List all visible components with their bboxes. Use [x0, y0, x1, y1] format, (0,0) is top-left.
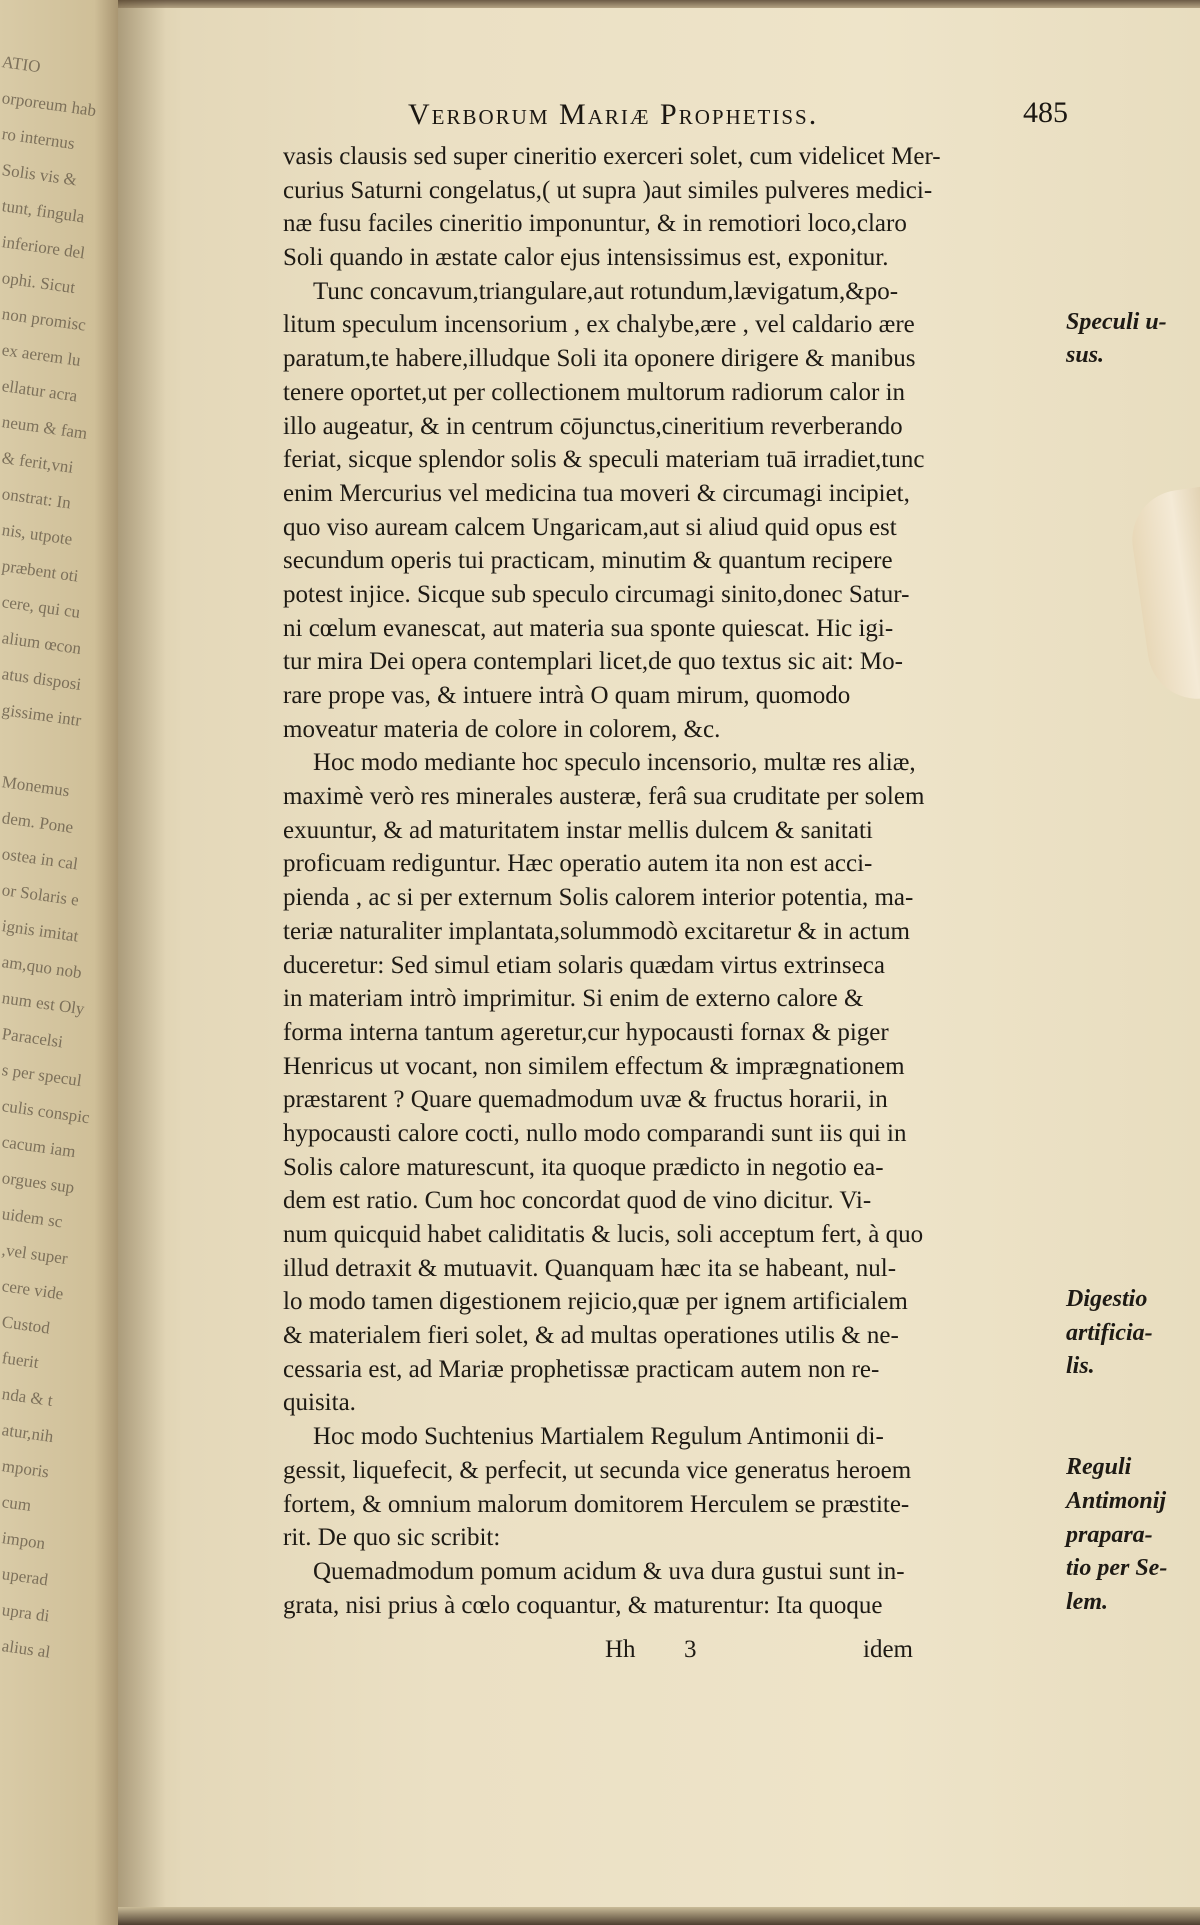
text-line: Solis calore maturescunt, ita quoque prædicto in negotio ea- — [283, 1153, 884, 1181]
facing-page-line: ex aerem lu — [0, 340, 82, 370]
text-line: grata, nisi prius à cœlo coquantur, & maturentur: Ita quoque — [283, 1591, 883, 1619]
margin-note: prapara- — [1066, 1521, 1153, 1548]
text-line: Soli quando in æstate calor ejus intensissimus est, exponitur. — [283, 244, 889, 272]
facing-page-line: onstrat: In — [0, 484, 73, 513]
margin-note: Antimonij — [1066, 1488, 1167, 1514]
text-line: exuuntur, & ad maturitatem instar mellis dulcem & sanitati — [283, 816, 873, 844]
text-line: enim Mercurius vel medicina tua moveri & circumagi incipiet, — [283, 479, 910, 507]
text-line: tenere oportet,ut per collectionem multorum radiorum calor in — [283, 378, 906, 406]
text-line: paratum,te habere,illudque Soli ita oponere dirigere & manibus — [283, 345, 916, 373]
text-line: dem est ratio. Cum hoc concordat quod de vino dicitur. Vi- — [283, 1187, 872, 1215]
text-line: potest injice. Sicque sub speculo circumagi sinito,donec Satur- — [283, 580, 910, 608]
facing-page-line: atur,nih — [0, 1420, 55, 1447]
facing-page-line: dem. Pone — [0, 808, 75, 837]
text-line: vasis clausis sed super cineritio exerceri solet, cum videlicet Mer- — [283, 143, 941, 170]
text-line: hypocausti calore cocti, nullo modo comparandi sunt iis qui in — [283, 1119, 907, 1147]
facing-page-line: atus disposi — [0, 664, 83, 695]
margin-note: lis. — [1066, 1353, 1095, 1380]
facing-page-line: orporeum hab — [0, 88, 98, 121]
page-top-edge — [118, 0, 1200, 8]
text-line: rare prope vas, & intuere intrà O quam mirum, quomodo — [283, 682, 851, 709]
text-line: secundum operis tui practicam, minutim & quantum recipere — [283, 547, 893, 575]
margin-note: tio per Se- — [1066, 1555, 1168, 1582]
margin-note: Speculi u- — [1066, 308, 1167, 335]
facing-page-line: nda & t — [0, 1384, 54, 1411]
page-bottom-edge — [118, 1907, 1200, 1925]
text-line: quo viso auream calcem Ungaricam,aut si aliud quid opus est — [283, 513, 897, 541]
facing-page-line: ellatur acra — [0, 376, 79, 406]
facing-page-line: & ferit,vni — [0, 448, 75, 477]
facing-page-line: am,quo nob — [0, 952, 83, 983]
text-line: duceretur: Sed simul etiam solaris quædam virtus extrinseca — [283, 951, 885, 979]
facing-page-line: ignis imitat — [0, 916, 80, 946]
facing-page-line — [2, 736, 113, 752]
text-line: fortem, & omnium malorum domitorem Herculem se præstite- — [283, 1490, 910, 1518]
facing-page-line: Monemus — [0, 772, 71, 801]
text-line: lo modo tamen digestionem rejicio,quæ per ignem artificialem — [283, 1288, 908, 1316]
facing-page-edge — [0, 0, 118, 1925]
text-line: Henricus ut vocant, non similem effectum & imprægnationem — [283, 1052, 905, 1080]
text-line: næ fusu faciles cineritio imponuntur, & in remotiori loco,claro — [283, 210, 907, 238]
margin-note: lem. — [1066, 1589, 1108, 1616]
facing-page-line: upra di — [0, 1600, 51, 1626]
facing-page-line: uperad — [0, 1564, 50, 1590]
facing-page-line: culis conspic — [0, 1096, 91, 1128]
text-line: quisita. — [283, 1389, 356, 1417]
facing-page-line: nis, utpote — [0, 520, 74, 549]
text-line: Tunc concavum,triangulare,aut rotundum,lævigatum,&po- — [313, 277, 899, 305]
margin-note: Reguli — [1066, 1454, 1132, 1481]
facing-page-line: Paracelsi — [0, 1024, 65, 1052]
facing-page-line: ro internus — [0, 124, 76, 154]
text-line: proficuam rediguntur. Hæc operatio autem ita non est acci- — [283, 850, 873, 878]
facing-page-line: fuerit — [0, 1348, 40, 1373]
text-line: cessaria est, ad Mariæ prophetissæ practicam autem non re- — [283, 1355, 880, 1383]
text-line: forma interna tantum ageretur,cur hypocausti fornax & piger — [283, 1018, 889, 1046]
text-line: litum speculum incensorium , ex chalybe,ære , vel caldario ære — [283, 311, 915, 339]
facing-page-line: neum & fam — [0, 412, 89, 443]
facing-page-line: impon — [0, 1528, 47, 1553]
facing-page-line: præbent oti — [0, 556, 80, 586]
facing-page-line: alius al — [0, 1636, 52, 1662]
facing-page-line: inferiore del — [0, 232, 87, 263]
facing-page-line: ATIO — [0, 52, 42, 77]
gutter-shadow — [118, 0, 166, 1925]
facing-page-line: gissime intr — [0, 700, 83, 731]
text-line: præstarent ? Quare quemadmodum uvæ & fructus horarii, in — [283, 1086, 888, 1114]
text-line: num quicquid habet caliditatis & lucis, soli acceptum fert, à quo — [283, 1221, 924, 1248]
text-line: Hoc modo mediante hoc speculo incensorio, multæ res aliæ, — [313, 749, 916, 777]
text-line: curius Saturni congelatus,( ut supra )aut similes pulveres medici- — [283, 176, 933, 204]
margin-note: Digestio — [1066, 1285, 1148, 1312]
text-line: tur mira Dei opera contemplari licet,de quo textus sic ait: Mo- — [283, 648, 903, 676]
facing-page-line: Custod — [0, 1312, 52, 1338]
text-line: & materialem fieri solet, & ad multas operationes utilis & ne- — [283, 1322, 899, 1350]
text-line: rit. De quo sic scribit: — [283, 1524, 501, 1552]
text-line: feriat, sicque splendor solis & speculi materiam tuā irradiet,tunc — [283, 446, 925, 474]
book-page — [118, 0, 1200, 1925]
facing-page-line: ostea in cal — [0, 844, 80, 874]
facing-page-line: or Solaris e — [0, 880, 81, 910]
facing-page-line: alium œcon — [0, 628, 83, 659]
text-line: ni cœlum evanescat, aut materia sua sponte quiescat. Hic igi- — [283, 614, 894, 642]
text-line: illud detraxit & mutuavit. Quanquam hæc ita se habeant, nul- — [283, 1254, 897, 1282]
text-line: pienda , ac si per externum Solis calorem interior potentia, ma- — [283, 884, 914, 912]
facing-page-line: s per specul — [0, 1060, 83, 1091]
facing-page-line: ,vel super — [0, 1240, 69, 1269]
text-line: gessit, liquefecit, & perfecit, ut secunda vice generatus heroem — [283, 1456, 912, 1484]
running-head: Verborum Mariæ Prophetiss. — [408, 98, 819, 131]
facing-page-line: cum — [0, 1492, 33, 1515]
facing-page-line: Solis vis & — [0, 160, 79, 190]
facing-page-line: num est Oly — [0, 988, 86, 1019]
facing-page-line: cere, qui cu — [0, 592, 82, 622]
page-number: 485 — [1023, 96, 1068, 129]
facing-page-line: uidem sc — [0, 1204, 64, 1232]
facing-page-line: cacum iam — [0, 1132, 77, 1162]
facing-page-line: mporis — [0, 1456, 51, 1482]
facing-page-line: tunt, fingula — [0, 196, 86, 227]
signature-mark: Hh — [605, 1636, 636, 1663]
text-line: in materiam intrò imprimitur. Si enim de externo calore & — [283, 985, 864, 1013]
margin-note: artificia- — [1066, 1319, 1153, 1346]
signature-number: 3 — [684, 1636, 697, 1663]
text-line: Quemadmodum pomum acidum & uva dura gustui sunt in- — [313, 1557, 905, 1585]
text-line: Hoc modo Suchtenius Martialem Regulum Antimonii di- — [313, 1423, 884, 1451]
text-line: maximè verò res minerales austeræ, ferâ sua cruditate per solem — [283, 783, 925, 811]
facing-page-line: orgues sup — [0, 1168, 76, 1198]
text-line: illo augeatur, & in centrum cōjunctus,cineritium reverberando — [283, 412, 903, 440]
body-text — [283, 140, 1073, 1622]
text-line: moveatur materia de colore in colorem, &c. — [283, 715, 721, 743]
text-line: teriæ naturaliter implantata,solummodò excitaretur & in actum — [283, 917, 910, 945]
facing-page-line: ophi. Sicut — [0, 268, 77, 298]
facing-page-line: cere vide — [0, 1276, 65, 1304]
catchword: idem — [863, 1636, 913, 1663]
margin-note: sus. — [1066, 342, 1105, 369]
facing-page-line: non promisc — [0, 304, 88, 335]
